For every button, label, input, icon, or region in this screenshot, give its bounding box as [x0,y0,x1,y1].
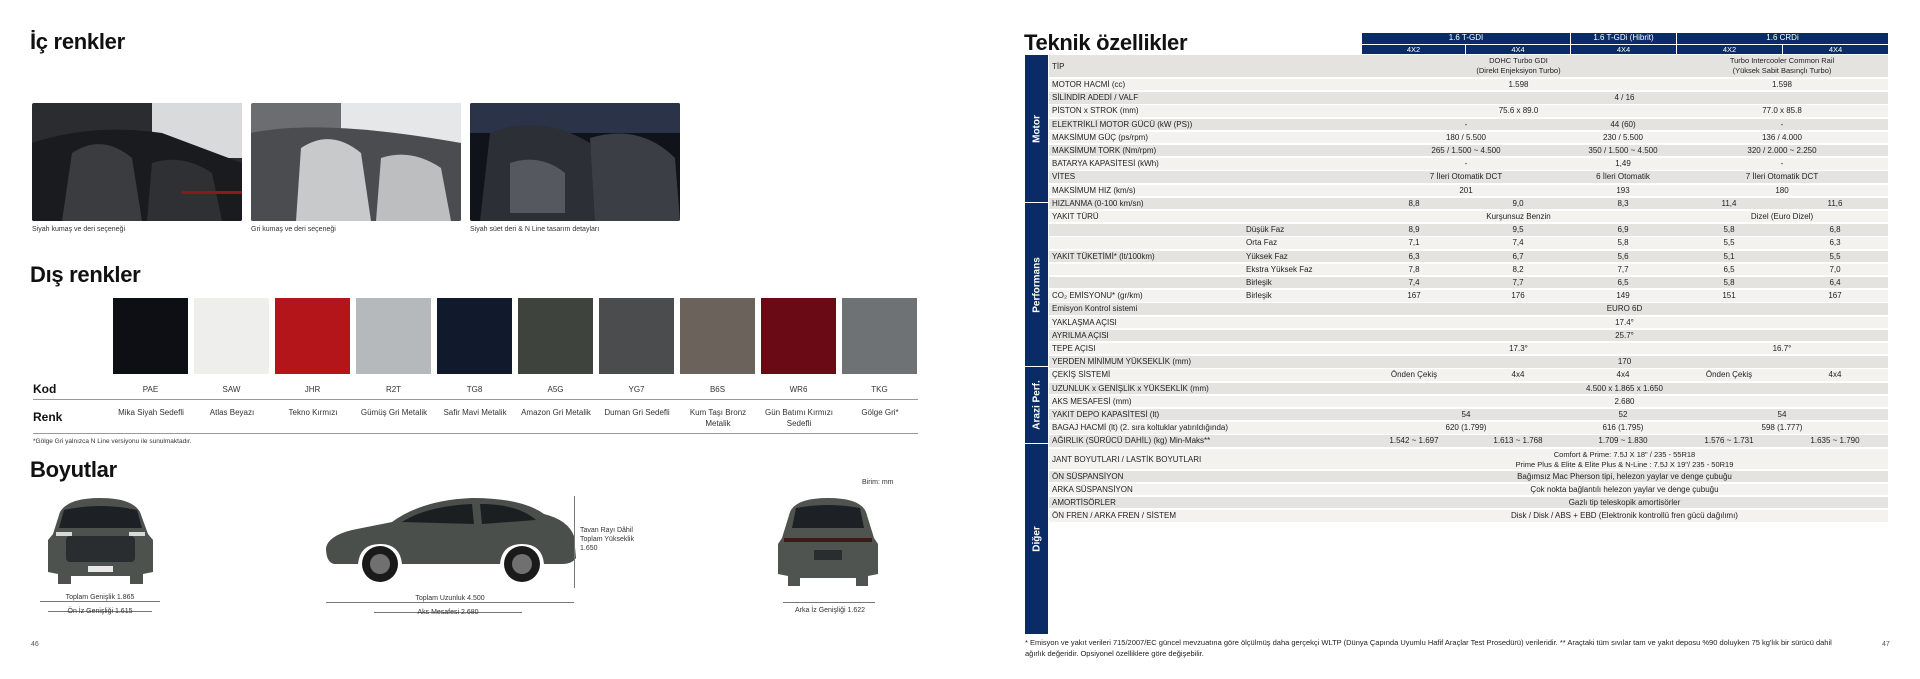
spec-value: 6 İleri Otomatik [1596,172,1650,182]
spec-value: 170 [1617,357,1632,367]
spec-value: 201 [1459,185,1473,195]
spec-value: 4 / 16 [1614,93,1635,103]
spec-value: 1.598 [1771,80,1793,89]
spec-value: 149 [1616,291,1630,301]
spec-sublabel: Birleşik [1246,291,1272,301]
dim-line [783,602,875,603]
interior-photo-caption: Gri kumaş ve deri seçeneği [251,226,336,233]
spec-value: 4x4 [1828,370,1842,380]
spec-value: 5,8 [1723,278,1735,287]
spec-label: YERDEN MİNİMUM YÜKSEKLİK (mm) [1052,357,1191,367]
color-name: Tekno Kırmızı [288,408,338,417]
spec-value: Turbo Intercooler Common Rail (Yüksek Sabit Basınçlı Turbo) [1729,56,1835,75]
spec-value: 17.4° [1615,317,1634,327]
color-name: Kum Taşı Bronz Metalik [689,408,747,428]
spec-value: 5,5 [1829,251,1841,261]
spec-sublabel: Ekstra Yüksek Faz [1246,264,1313,274]
color-name: Gölge Gri* [861,408,899,417]
spec-value: EURO 6D [1606,304,1643,314]
spec-label: CO₂ EMİSYONU* (gr/km) [1052,291,1143,301]
spec-value: 6,7 [1512,251,1524,261]
spec-value: 6,5 [1723,264,1735,274]
drive-header: 4X4 [1466,45,1570,54]
spec-value: 5,5 [1723,238,1735,248]
spec-value: 6,3 [1829,238,1841,248]
category-performans: Performans [1025,203,1048,366]
spec-value: 8,8 [1408,198,1420,208]
interior-colors-title: İç renkler [30,29,125,54]
spec-value: Bağımsız Mac Pherson tipi, helezon yaylar ve denge çubuğu [1517,471,1732,481]
color-swatch [437,298,512,374]
color-swatch [356,298,431,374]
color-swatch [761,298,836,374]
spec-value: 1,49 [1615,159,1631,169]
spec-value: 2.680 [1614,396,1635,406]
color-name: Mika Siyah Sedefli [118,408,184,417]
color-code: R2T [385,385,402,394]
color-swatch [518,298,593,374]
spec-label: ELEKTRİKLİ MOTOR GÜCÜ (kW (PS)) [1052,119,1193,129]
spec-value: 4x4 [1616,370,1630,380]
spec-value: 8,3 [1617,198,1629,208]
interior-photo-caption: Siyah süet deri & N Line tasarım detayları [470,226,600,233]
spec-label: ÖN SÜSPANSİYON [1052,471,1124,481]
spec-label: YAKIT DEPO KAPASİTESİ (lt) [1052,410,1160,419]
spec-value: 7,1 [1408,238,1420,248]
interior-photo-black [32,103,242,221]
spec-value: 75.6 x 89.0 [1498,106,1539,116]
color-code: SAW [222,385,241,394]
spec-value: 77.0 x 85.8 [1762,106,1802,116]
divider [33,433,918,434]
spec-value: 7,4 [1512,238,1524,248]
spec-value: 616 (1.795) [1602,423,1644,433]
spec-value: 193 [1616,185,1630,195]
spec-label: AKS MESAFESİ (mm) [1052,396,1132,406]
spec-value: 180 / 5.500 [1445,132,1487,142]
spec-value: Comfort & Prime: 7.5J X 18" / 235 - 55R18 Prime Plus & Elite & Elite Plus & N-Line : 7.5J X 19"/ 235 - 50R19 [1515,449,1734,469]
color-name: Atlas Beyazı [209,408,255,417]
spec-value: 16.7° [1772,344,1792,353]
spec-value: 11,4 [1721,198,1737,208]
color-swatch [842,298,917,374]
color-code: TKG [871,385,888,394]
spec-value: 151 [1722,291,1736,301]
interior-photo-nline [470,103,680,221]
spec-value: 620 (1.799) [1445,423,1487,433]
front-track: Ön İz Genişliği 1.615 [67,608,133,615]
color-swatch [599,298,674,374]
color-code: PAE [142,385,159,394]
spec-value: 11,6 [1827,198,1843,208]
color-code: WR6 [789,385,808,394]
spec-value: Kurşunsuz Benzin [1486,212,1551,221]
interior-photo-caption: Siyah kumaş ve deri seçeneği [32,226,125,233]
spec-value: 7,4 [1408,278,1420,287]
spec-value: 180 [1775,185,1789,195]
color-swatch [194,298,269,374]
spec-value: 230 / 5.500 [1602,132,1644,142]
spec-value: Disk / Disk / ABS + EBD (Elektronik kontrollü fren gücü dağılımı) [1511,511,1738,521]
spec-value: Önden Çekiş [1705,370,1753,380]
side-wheelbase: Aks Mesafesi 2.680 [417,609,479,616]
engine-header: 1.6 T-GDi (Hibrit) [1571,33,1676,44]
divider [33,399,918,400]
spec-sublabel: Yüksek Faz [1246,251,1288,261]
spec-value: Gazlı tip teleskopik amortisörler [1568,498,1681,507]
spec-value: 4.500 x 1.865 x 1.650 [1586,383,1663,393]
spec-value: 1.576 ~ 1.731 [1704,436,1754,446]
spec-label: ÇEKİŞ SİSTEMİ [1052,370,1111,380]
color-code: YG7 [628,385,645,394]
side-height: Tavan Rayı Dâhil Toplam Yükseklik 1.650 [580,527,634,552]
drive-header: 4X4 [1783,45,1888,54]
side-length: Toplam Uzunluk 4.500 [415,595,485,602]
spec-value: 6,9 [1617,225,1629,235]
spec-label: Emisyon Kontrol sistemi [1052,304,1138,314]
spec-value: Önden Çekiş [1390,370,1438,380]
renk-label: Renk [33,410,63,424]
spec-value: 176 [1511,291,1525,301]
spec-value: 5,8 [1723,225,1735,235]
spec-label: MAKSİMUM HIZ (km/s) [1052,185,1136,195]
spec-value: 44 (60) [1610,119,1636,129]
spec-label: BAGAJ HACMİ (lt) (2. sıra koltuklar yatırıldığında) [1052,423,1229,433]
spec-label: TİP [1052,62,1065,71]
spec-value: 7 İleri Otomatik DCT [1745,172,1819,182]
footnote: * Emisyon ve yakıt verileri 715/2007/EC güncel mevzuatına göre ölçülmüş daha gerçekçi WLTP (Dünya Çapında Uyumlu Hafif Araçlar Test Prosedürü) verileridir. ** Araçtaki tüm sıvılar tam ve yakıt deposu %90 doluyken 75 kg'lık bir sürücü dahil ağırlık değeridir. Opsiyonel özelliklere göre değişebilir. [1025,638,1832,658]
spec-label: YAKLAŞMA AÇISI [1052,317,1117,327]
color-name: Duman Gri Sedefli [604,408,670,417]
spec-value: 1.598 [1508,80,1529,89]
spec-label: SİLİNDİR ADEDİ / VALF [1052,93,1139,103]
spec-label: YAKIT TÜKETİMİ* (lt/100km) [1052,251,1155,261]
spec-value: Çok nokta bağlantılı helezon yaylar ve denge çubuğu [1530,484,1719,494]
spec-label: MAKSİMUM TORK (Nm/rpm) [1052,146,1157,155]
spec-value: 9,0 [1512,198,1524,208]
spec-value: - [1464,119,1468,129]
spec-value: - [1780,159,1784,169]
spec-value: 54 [1777,410,1787,419]
spec-label: PİSTON x STROK (mm) [1052,106,1139,116]
dimensions-title: Boyutlar [30,457,117,482]
engine-header: 1.6 T-GDI [1362,33,1570,44]
spec-value: 4x4 [1511,370,1525,380]
rear-view-drawing [772,494,884,590]
category-diger: Diğer [1025,444,1048,634]
unit-label: Birim: mm [862,479,894,486]
spec-label: AYRILMA AÇISI [1052,330,1109,340]
spec-value: 1.709 ~ 1.830 [1598,436,1648,446]
category-arazi: Arazi Perf. [1025,367,1048,443]
spec-value: - [1780,119,1784,129]
kod-label: Kod [33,382,57,396]
spec-label: HIZLANMA (0-100 km/sn) [1052,198,1144,208]
spec-value: 7 İleri Otomatik DCT [1429,172,1503,182]
drive-header: 4X2 [1677,45,1782,54]
spec-value: 25.7° [1615,330,1634,340]
spec-value: 5,1 [1723,251,1735,261]
spec-label: BATARYA KAPASİTESİ (kWh) [1052,159,1159,169]
dim-line-vertical [574,496,575,588]
spec-sublabel: Orta Faz [1246,238,1278,248]
page-number: 47 [1882,641,1890,648]
spec-value: 7,0 [1829,264,1841,274]
color-swatch [680,298,755,374]
spec-value: 5,8 [1617,238,1629,248]
spec-value: 136 / 4.000 [1761,132,1803,142]
spec-value: 6,5 [1617,278,1629,287]
front-total-width: Toplam Genişlik 1.865 [65,594,135,601]
spec-value: - [1464,159,1468,169]
color-name: Safir Mavi Metalik [443,408,507,417]
spec-value: 167 [1407,291,1421,301]
color-code: B6S [709,385,726,394]
spec-label: ARKA SÜSPANSİYON [1052,484,1133,494]
spec-value: 5,6 [1617,251,1629,261]
spec-value: 8,9 [1408,225,1420,235]
spec-label: TEPE AÇISI [1052,344,1096,353]
color-code: JHR [304,385,321,394]
category-motor: Motor [1025,55,1048,202]
spec-value: 1.613 ~ 1.768 [1493,436,1543,446]
spec-sublabel: Düşük Faz [1246,225,1285,235]
interior-photo-grey [251,103,461,221]
spec-value: DOHC Turbo GDI (Direkt Enjeksiyon Turbo) [1476,56,1561,75]
spec-value: 167 [1828,291,1842,301]
rear-track: Arka İz Genişliği 1.622 [794,607,866,614]
spec-sublabel: Birleşik [1246,278,1272,287]
color-swatch [275,298,350,374]
spec-label: ÖN FREN / ARKA FREN / SİSTEM [1052,511,1177,521]
color-note: *Gölge Gri yalnızca N Line versiyonu ile sunulmaktadır. [33,438,192,445]
spec-value: 265 / 1.500 ~ 4.500 [1431,146,1501,155]
drive-header: 4X4 [1571,45,1676,54]
color-code: A5G [547,385,564,394]
spec-value: 52 [1618,410,1628,419]
color-name: Gümüş Gri Metalik [360,408,428,417]
spec-value: 7,7 [1512,278,1524,287]
spec-value: 8,2 [1512,264,1524,274]
page-number: 46 [31,641,39,648]
color-swatch [113,298,188,374]
spec-value: 9,5 [1512,225,1524,235]
spec-value: 6,8 [1829,225,1841,235]
spec-value: Dizel (Euro Dizel) [1750,212,1814,221]
right-page [960,0,1920,679]
spec-label: UZUNLUK x GENİŞLİK x YÜKSEKLİK (mm) [1052,383,1209,393]
spec-label: JANT BOYUTLARI / LASTİK BOYUTLARI [1052,454,1202,464]
spec-value: 350 / 1.500 ~ 4.500 [1588,146,1658,155]
spec-value: 7,8 [1408,264,1420,274]
spec-label: VİTES [1052,172,1076,182]
engine-header: 1.6 CRDi [1677,33,1888,44]
spec-value: 1.542 ~ 1.697 [1389,436,1439,446]
spec-value: 6,3 [1408,251,1420,261]
spec-value: 17.3° [1509,344,1528,353]
color-code: TG8 [466,385,483,394]
spec-value: 6,4 [1829,278,1841,287]
spec-value: 320 / 2.000 ~ 2.250 [1747,146,1817,155]
spec-label: AMORTİSÖRLER [1052,498,1116,507]
color-name: Amazon Gri Metalik [521,408,591,417]
spec-value: 7,7 [1617,264,1629,274]
spec-label: MAKSİMUM GÜÇ (ps/rpm) [1052,132,1148,142]
spec-label: AĞIRLIK (SÜRÜCÜ DAHİL) (kg) Min-Maks** [1052,436,1211,446]
spec-value: 1.635 ~ 1.790 [1810,436,1860,446]
exterior-colors-title: Dış renkler [30,262,141,287]
spec-value: 54 [1461,410,1471,419]
specs-title: Teknik özellikler [1024,30,1188,55]
spec-label: MOTOR HACMİ (cc) [1052,80,1126,89]
drive-header: 4X2 [1362,45,1465,54]
side-view-drawing [322,492,582,586]
spec-label: YAKIT TÜRÜ [1052,212,1099,221]
front-view-drawing [38,492,163,590]
spec-value: 598 (1.777) [1761,423,1803,433]
color-name: Gün Batımı Kırmızı Sedefli [764,408,833,428]
